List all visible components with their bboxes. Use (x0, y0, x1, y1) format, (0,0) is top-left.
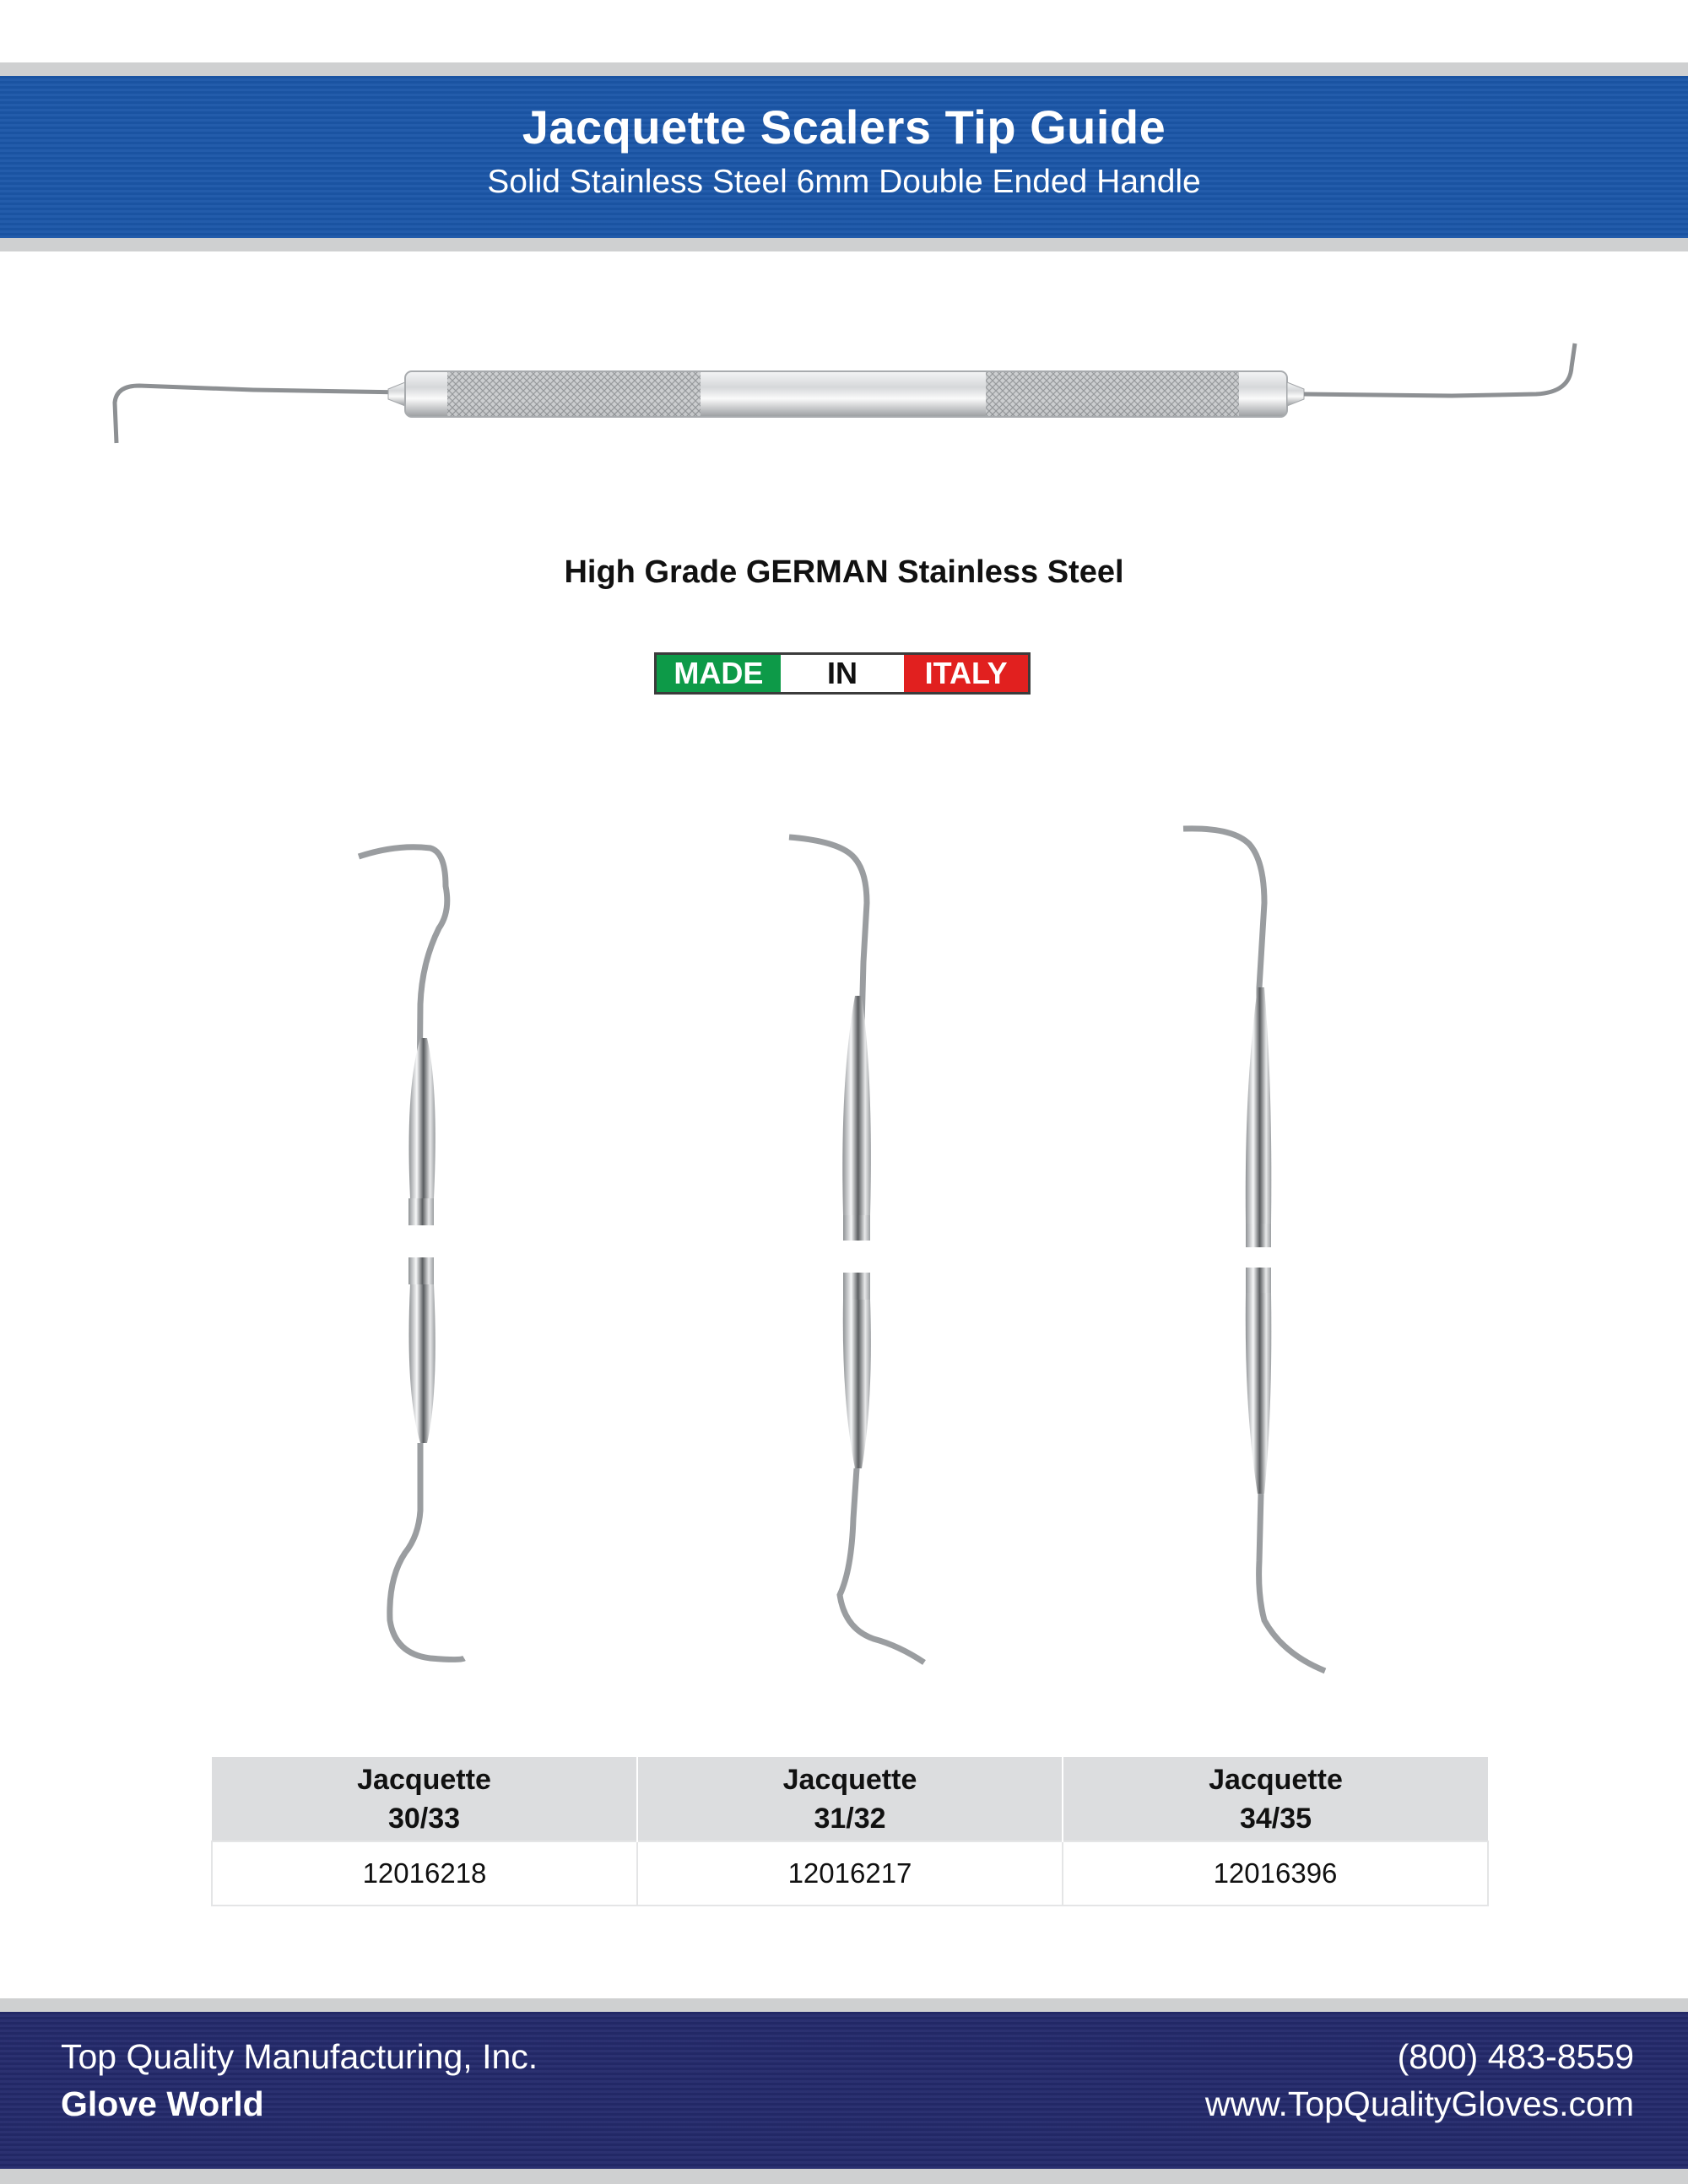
table-row (212, 1841, 1488, 1906)
scaler-image-30-33 (346, 835, 481, 1679)
product-name-line1: Jacquette (357, 1763, 491, 1796)
product-name-line2: 34/35 (1239, 1802, 1312, 1835)
header-top-stripe (0, 62, 1688, 76)
table-header-row (212, 1757, 1488, 1841)
hero-scaler-image (101, 333, 1595, 456)
product-name-cell (1063, 1757, 1488, 1841)
product-name-cell (212, 1757, 637, 1841)
badge-country: ITALY (904, 655, 1028, 692)
website-link[interactable]: www.TopQualityGloves.com (1204, 2084, 1634, 2123)
product-sku-cell: 12016396 (1063, 1841, 1488, 1906)
product-name-line1: Jacquette (782, 1763, 917, 1796)
product-name-line1: Jacquette (1209, 1763, 1343, 1796)
badge-made: MADE (657, 655, 781, 692)
scaler-image-34-35 (1173, 819, 1342, 1679)
page-header (0, 76, 1688, 238)
made-in-italy-badge (654, 652, 1031, 695)
brand-name: Glove World (61, 2084, 264, 2123)
company-name: Top Quality Manufacturing, Inc. (61, 2037, 538, 2076)
product-name-line2: 30/33 (387, 1802, 461, 1835)
page-title: Jacquette Scalers Tip Guide (522, 100, 1166, 154)
product-name-line2: 31/32 (814, 1802, 886, 1835)
product-sku-cell: 12016218 (212, 1841, 637, 1906)
page-footer (0, 2012, 1688, 2169)
header-bottom-stripe (0, 238, 1688, 251)
footer-top-stripe (0, 1998, 1688, 2012)
footer-bottom-stripe (0, 2169, 1688, 2184)
page-subtitle: Solid Stainless Steel 6mm Double Ended Handle (487, 164, 1201, 200)
product-sku-cell: 12016217 (637, 1841, 1063, 1906)
phone-number[interactable]: (800) 483-8559 (1397, 2037, 1634, 2076)
product-table (211, 1757, 1489, 1906)
material-grade-text: High Grade GERMAN Stainless Steel (564, 554, 1124, 590)
scaler-image-31-32 (772, 827, 933, 1679)
badge-in: IN (781, 655, 905, 692)
product-name-cell (637, 1757, 1063, 1841)
